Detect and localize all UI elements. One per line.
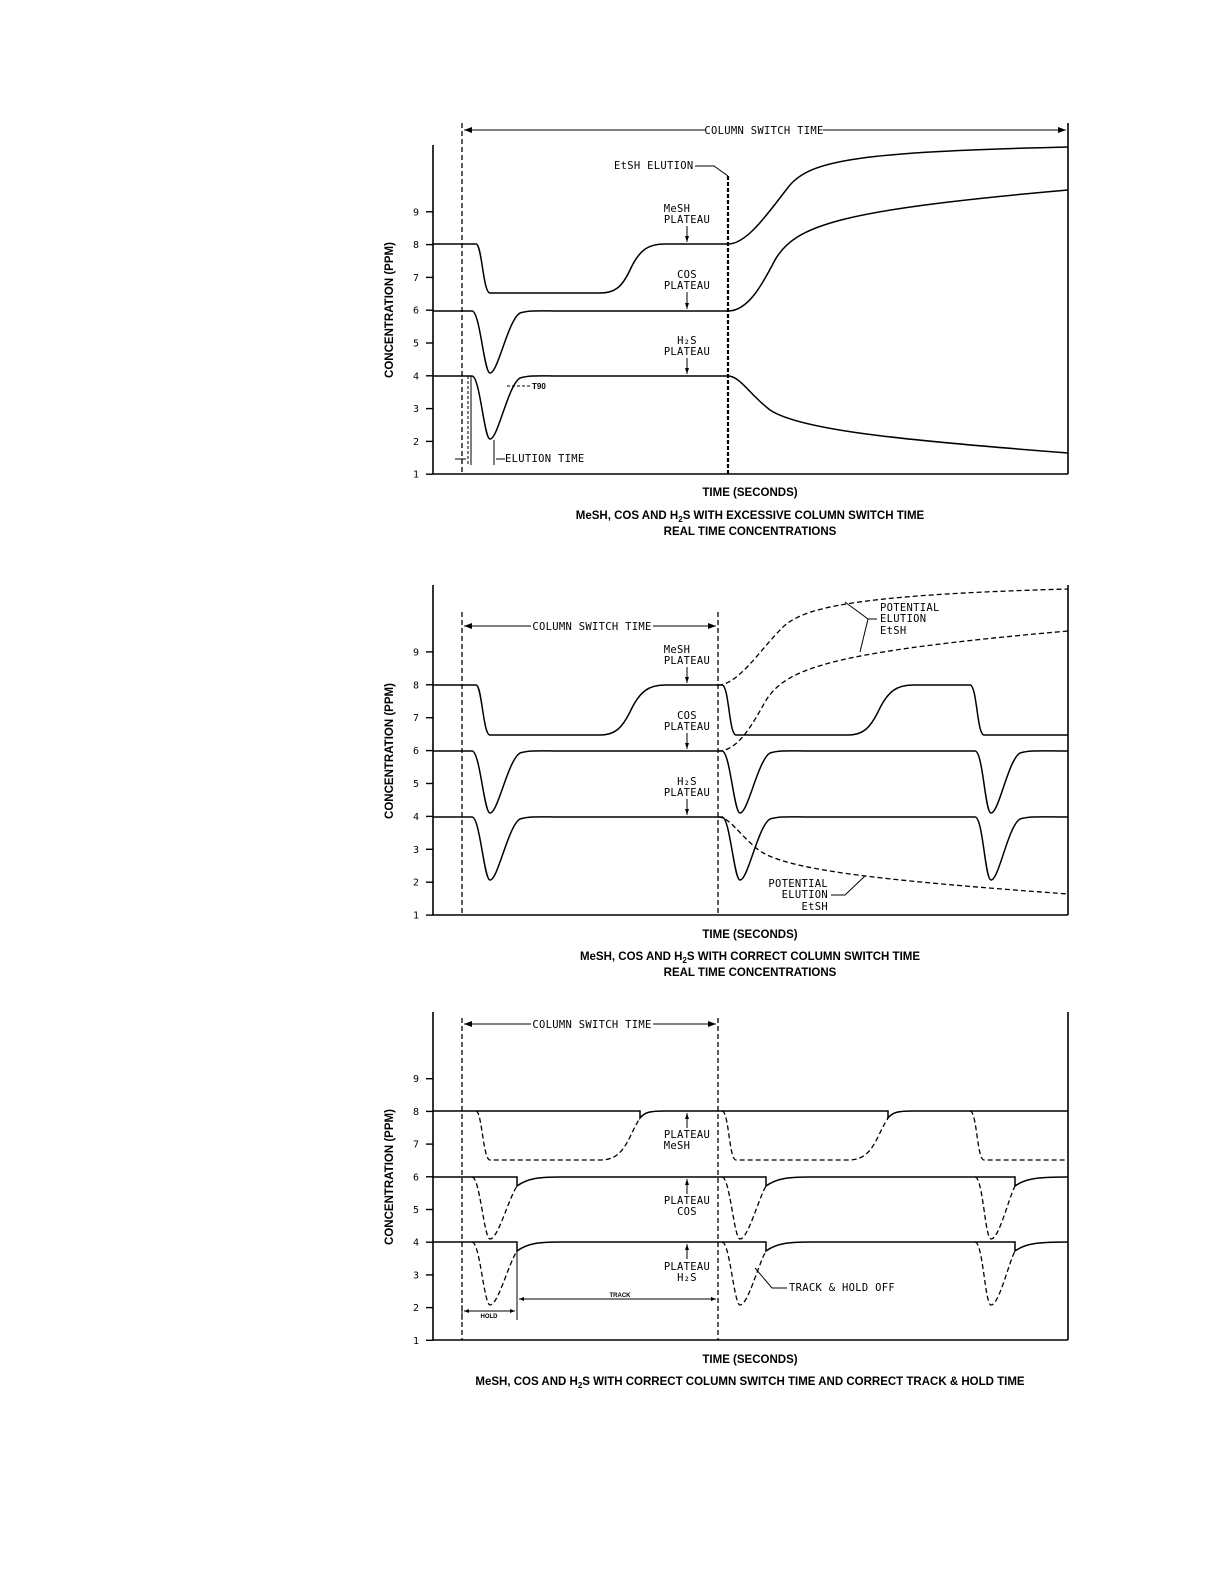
chart1-y-tick-label-5: 5: [412, 338, 419, 350]
chart2-y-ticks: [413, 647, 433, 921]
chart2-h2s-arrowhead: [685, 809, 689, 815]
chart3-y-tick-label-4: 4: [412, 1237, 419, 1249]
chart1-h2s-plateau-label: PLATEAU: [663, 346, 711, 358]
chart3-track-label: TRACK: [609, 1293, 631, 1299]
chart3-arrowhead-right: [708, 1021, 716, 1027]
chart1-x-label: TIME (SECONDS): [702, 487, 798, 499]
chart3-y-tick-label-2: 2: [412, 1303, 419, 1315]
chart1-mesh-plateau-label: PLATEAU: [663, 214, 711, 226]
chart1-y-tick-label-7: 7: [412, 272, 419, 284]
chart3-hold-label: HOLD: [480, 1314, 498, 1320]
chart1-h2s-curve: [433, 376, 1068, 453]
chart3-arrowhead-left: [464, 1021, 472, 1027]
chart3-y-tick-label-1: 1: [412, 1335, 419, 1347]
chart3-hold-arrow-left: [464, 1309, 469, 1313]
chart2-y-tick-label-7: 7: [412, 713, 419, 725]
chart2-mesh-plateau-label: PLATEAU: [663, 655, 711, 667]
chart3-mesh-realtime: [476, 1111, 1068, 1160]
chart2-potential-bottom-line2: ELUTION: [781, 889, 828, 901]
chart2-h2s-curve: [433, 817, 1068, 880]
chart2-potential-top-line2: ELUTION: [880, 613, 927, 625]
chart3-y-tick-label-6: 6: [412, 1172, 419, 1184]
chart1-etsh-leader: [695, 166, 728, 176]
chart1-y-tick-label-3: 3: [412, 404, 419, 416]
chart2-y-label: CONCENTRATION (PPM): [384, 683, 396, 819]
chart3-h2s-realtime: [472, 1242, 1015, 1305]
chart2-y-tick-label-5: 5: [412, 779, 419, 790]
chart1-h2s-label: H₂S: [677, 335, 697, 347]
chart1-cos-plateau-label: PLATEAU: [663, 280, 711, 292]
chart2-cos-plateau-label: PLATEAU: [663, 721, 711, 733]
chart2-y-tick-label-1: 1: [412, 910, 419, 922]
chart2-potential-top-leader-1: [845, 602, 877, 619]
chart2-y-tick-label-9: 9: [412, 647, 419, 659]
chart-2: [384, 585, 1068, 979]
chart1-mesh-curve: [433, 147, 1068, 293]
chart1-y-ticks: [413, 207, 433, 480]
chart1-y-tick-label-6: 6: [412, 305, 419, 317]
chart3-cos-realtime: [472, 1177, 1015, 1239]
chart1-elution-time-label: ELUTION TIME: [505, 453, 585, 465]
chart3-h2s-held: [433, 1242, 1068, 1251]
chart2-y-tick-label-8: 8: [412, 680, 419, 692]
chart3-plateau-mesh-line1: PLATEAU: [663, 1129, 711, 1141]
chart2-y-tick-label-3: 3: [412, 844, 419, 856]
chart1-arrowhead-right: [1058, 127, 1066, 133]
chart3-column-switch-label: COLUMN SWITCH TIME: [532, 1019, 652, 1031]
chart-1: [384, 123, 1068, 538]
chart1-cos-curve: [433, 190, 1068, 373]
chart2-cos-label: COS: [677, 710, 697, 722]
chart3-track-hold-off-label: TRACK & HOLD OFF: [789, 1282, 895, 1294]
chart1-y-tick-label-2: 2: [412, 436, 419, 448]
chart3-x-label: TIME (SECONDS): [702, 1354, 798, 1366]
chart1-arrowhead-left: [464, 127, 472, 133]
chart3-track-arrow-right: [711, 1297, 716, 1301]
chart3-title: MeSH, COS AND $H_2S$ WITH CORRECT COLUMN SWITCH TIME AND CORRECT TRACK & HOLD TIME: [475, 1376, 1025, 1390]
chart1-etsh-elution-label: EtSH ELUTION: [614, 160, 694, 172]
chart3-cos-held: [433, 1177, 1068, 1186]
chart3-plateau-cos-line1: PLATEAU: [663, 1195, 711, 1207]
chart1-cos-label: COS: [677, 269, 697, 281]
chart3-y-label: CONCENTRATION (PPM): [384, 1109, 396, 1245]
chart2-title: MeSH, COS AND $H_2S$ WITH CORRECT COLUMN SWITCH TIME: [579, 951, 921, 965]
chart2-potential-bottom-line1: POTENTIAL: [768, 878, 828, 890]
chart1-mesh-label: MeSH: [663, 203, 691, 215]
chart1-y-tick-label-8: 8: [412, 240, 419, 252]
chart1-h2s-arrowhead: [685, 368, 689, 374]
chart3-track-hold-off-leader: [755, 1268, 787, 1288]
chart2-cos-curve: [433, 751, 1068, 813]
chart3-plateau-h2s-line2: H₂S: [677, 1272, 697, 1284]
chart2-h2s-label: H₂S: [677, 776, 697, 788]
chart2-potential-bottom-line3: EtSH: [801, 901, 828, 913]
chart2-x-label: TIME (SECONDS): [702, 929, 798, 941]
chart3-cos-arrowhead: [685, 1179, 689, 1185]
chart2-arrowhead-right: [708, 623, 716, 629]
chart2-potential-top-line1: POTENTIAL: [880, 602, 940, 614]
chart3-y-tick-label-7: 7: [412, 1139, 419, 1151]
chart2-subtitle: REAL TIME CONCENTRATIONS: [663, 967, 837, 979]
chart3-track-arrow-left: [519, 1297, 524, 1301]
chart2-mesh-arrowhead: [685, 677, 689, 683]
chart3-hold-arrow-right: [510, 1309, 515, 1313]
chart1-y-tick-label-1: 1: [412, 469, 419, 481]
chart1-y-tick-label-9: 9: [412, 207, 419, 219]
chart2-arrowhead-left: [464, 623, 472, 629]
chart3-plateau-mesh-line2: MeSH: [663, 1140, 691, 1152]
chart2-potential-top-line3: EtSH: [880, 625, 907, 637]
chart1-y-tick-label-4: 4: [412, 371, 419, 383]
chart2-y-tick-label-2: 2: [412, 877, 419, 889]
chart3-y-ticks: [413, 1074, 433, 1347]
chart3-y-tick-label-5: 5: [412, 1205, 419, 1216]
chart3-y-tick-label-9: 9: [412, 1074, 419, 1086]
chart2-y-tick-label-4: 4: [412, 811, 419, 823]
chart3-mesh-arrowhead: [685, 1113, 689, 1119]
chart2-y-tick-label-6: 6: [412, 746, 419, 758]
chart2-h2s-plateau-label: PLATEAU: [663, 787, 711, 799]
chart-3: [384, 1012, 1068, 1390]
chart2-column-switch-label: COLUMN SWITCH TIME: [532, 621, 652, 633]
chart1-mesh-arrowhead: [685, 236, 689, 242]
chart2-potential-top-leader-2: [860, 619, 868, 652]
chart3-y-tick-label-3: 3: [412, 1270, 419, 1282]
chart1-subtitle: REAL TIME CONCENTRATIONS: [663, 526, 837, 538]
chart3-plateau-h2s-line1: PLATEAU: [663, 1261, 711, 1273]
chart3-h2s-arrowhead: [685, 1244, 689, 1250]
chart3-y-tick-label-8: 8: [412, 1106, 419, 1118]
chart3-plateau-cos-line2: COS: [677, 1206, 697, 1218]
chart2-mesh-label: MeSH: [663, 644, 691, 656]
chart1-column-switch-label: COLUMN SWITCH TIME: [704, 125, 824, 137]
chart1-title: MeSH, COS AND $H_2S$ WITH EXCESSIVE COLUMN SWITCH TIME: [575, 510, 925, 524]
chart1-t90-label: T90: [532, 382, 546, 391]
chart1-y-label: CONCENTRATION (PPM): [384, 242, 396, 378]
chart2-potential-bottom-leader: [831, 876, 865, 895]
chart2-cos-arrowhead: [685, 743, 689, 749]
chart1-cos-arrowhead: [685, 303, 689, 309]
